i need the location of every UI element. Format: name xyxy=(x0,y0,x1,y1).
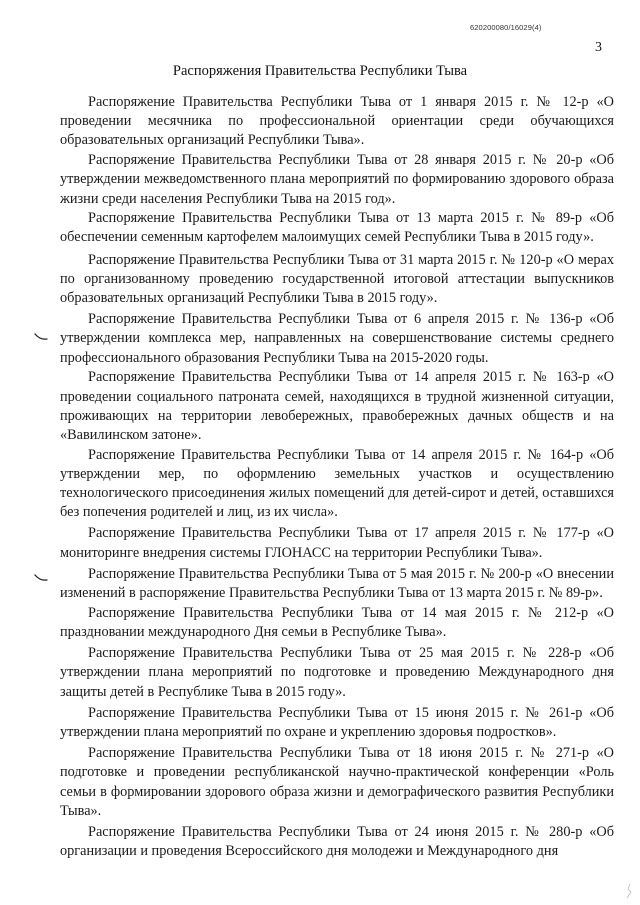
order-item: Распоряжение Правительства Республики Тыва от 14 апреля 2015 г. № 164-р «Об утверждении мер, по оформлению земельных участков и осуществлению технологического присоединения жилых помещений для детей-сирот и детей, оставшихся без попечения родителей и лиц, из их числа». xyxy=(60,446,614,521)
page-number: 3 xyxy=(595,40,602,55)
orders-list xyxy=(60,93,614,862)
order-item: Распоряжение Правительства Республики Тыва от 24 июня 2015 г. № 280-р «Об организации и проведения Всероссийского дня молодежи и Международного дня xyxy=(60,824,614,860)
order-item: Распоряжение Правительства Республики Тыва от 6 апреля 2015 г. № 136-р «Об утверждении комплекса мер, направленных на совершенствование системы среднего профессионального образования Республики Тыва на 2015-2020 годы. xyxy=(60,311,614,366)
order-item: Распоряжение Правительства Республики Тыва от 14 апреля 2015 г. № 163-р «О проведении социального патроната семей, находящихся в трудной жизненной ситуации, проживающих на территории левобережных, правобережных дачных обществ и на «Вавилинском затоне». xyxy=(60,369,614,443)
order-item: Распоряжение Правительства Республики Тыва от 15 июня 2015 г. № 261-р «Об утверждении плана мероприятий по охране и укреплению здоровья подростков». xyxy=(60,704,614,740)
order-item: Распоряжение Правительства Республики Тыва от 18 июня 2015 г. № 271-р «О подготовке и проведении республиканской научно-практической конференции «Роль семьи в формировании здорового образа жизни и демографического развития Республики Тыва». xyxy=(60,745,614,819)
margin-checkmark-icon xyxy=(34,333,48,341)
page-title: Распоряжения Правительства Республики Тыва xyxy=(172,63,468,79)
scan-artifact-icon xyxy=(624,883,634,899)
order-item: Распоряжение Правительства Республики Тыва от 1 января 2015 г. № 12-р «О проведении месячника по профессиональной ориентации среди обучающихся образовательных организаций Республики Тыва». xyxy=(60,94,614,149)
order-item: Распоряжение Правительства Республики Тыва от 5 мая 2015 г. № 200-р «О внесении изменений в распоряжение Правительства Республики Тыва от 13 марта 2015 г. № 89-р». xyxy=(60,565,614,602)
order-item: Распоряжение Правительства Республики Тыва от 13 марта 2015 г. № 89-р «Об обеспечении семенным картофелем малоимущих семей Республики Тыва в 2015 году». xyxy=(60,210,614,246)
order-item: Распоряжение Правительства Республики Тыва от 14 мая 2015 г. № 212-р «О праздновании международного Дня семьи в Республике Тыва». xyxy=(60,604,614,640)
order-item: Распоряжение Правительства Республики Тыва от 28 января 2015 г. № 20-р «Об утверждении межведомственного плана мероприятий по формированию здорового образа жизни среди населения Республики Тыва на 2015 год». xyxy=(60,152,614,207)
document-code: 620200080/16029(4) xyxy=(470,23,542,32)
order-item: Распоряжение Правительства Республики Тыва от 31 марта 2015 г. № 120-р «О мерах по организованному проведению государственной итоговой аттестации выпускников образовательных организаций Республики Тыва в 2015 году». xyxy=(60,251,614,307)
order-item: Распоряжение Правительства Республики Тыва от 25 мая 2015 г. № 228-р «Об утверждении плана мероприятий по подготовке и проведению Международного дня защиты детей в Республике Тыва в 2015 году». xyxy=(60,645,614,700)
margin-checkmark-icon xyxy=(34,574,48,582)
order-item: Распоряжение Правительства Республики Тыва от 17 апреля 2015 г. № 177-р «О мониторинге внедрения системы ГЛОНАСС на территории Республики Тыва». xyxy=(60,525,614,561)
